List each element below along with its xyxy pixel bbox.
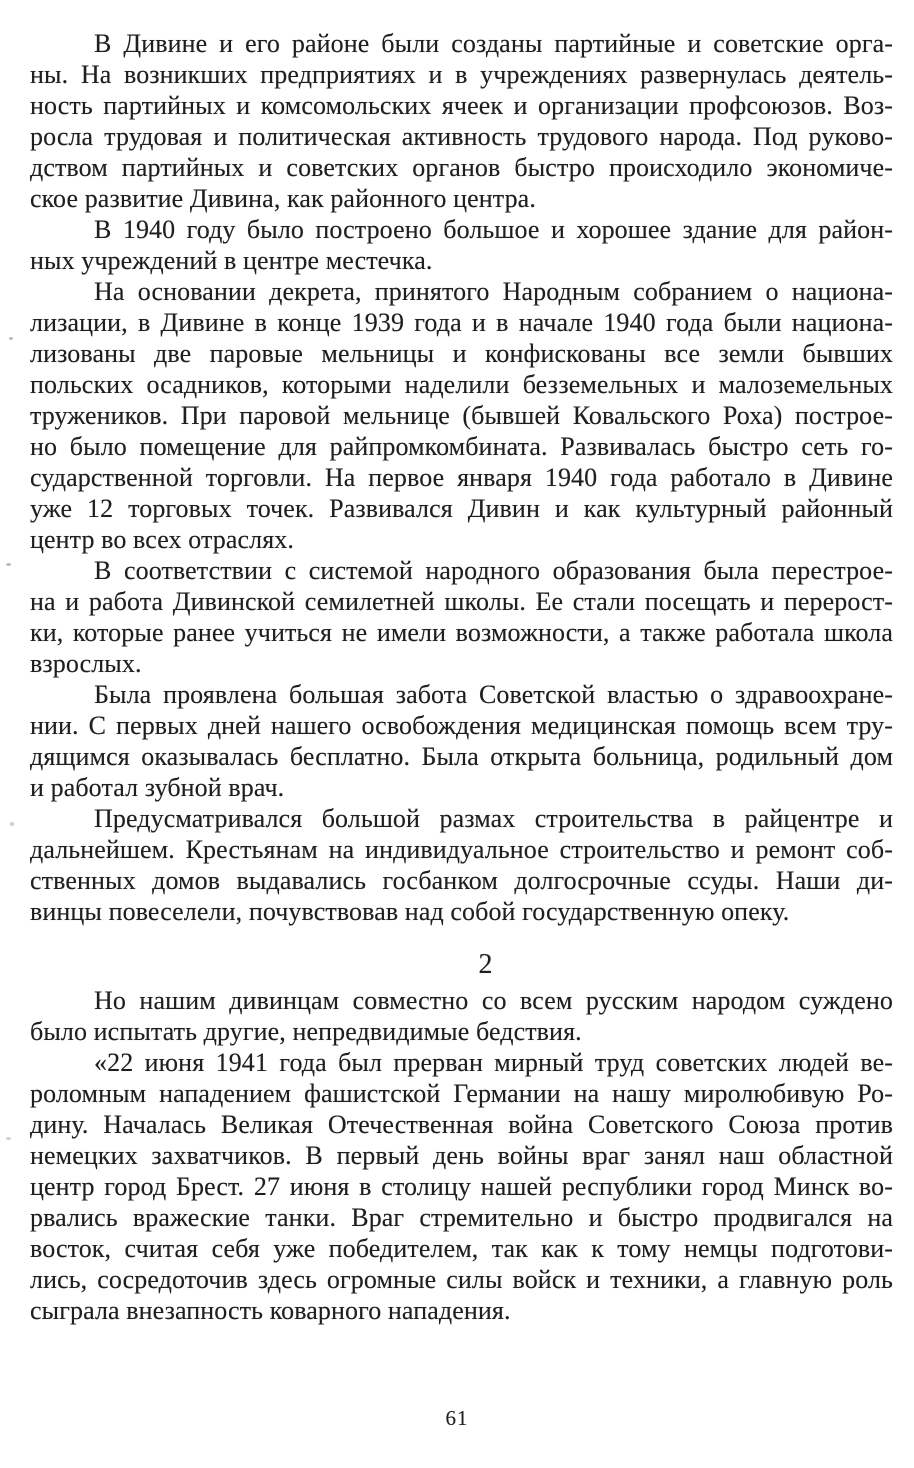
- text-line: В соответствии с системой народного образования была перестрое-: [94, 556, 893, 585]
- paragraph: [30, 803, 893, 927]
- text-line: дством партийных и советских органов быстро происходило экономиче-: [30, 153, 893, 182]
- text-line: сыграла внезапность коварного нападения.: [30, 1296, 511, 1325]
- section-heading: 2: [478, 949, 493, 980]
- page-number: 61: [445, 1406, 469, 1430]
- scan-speck: [10, 822, 14, 826]
- text-line: польских осадников, которыми наделили безземельных и малоземельных: [30, 370, 893, 399]
- text-line: лизации, в Дивине в конце 1939 года и в начале 1940 года были национа-: [30, 308, 893, 337]
- text-line: росла трудовая и политическая активность трудового народа. Под руково-: [30, 122, 893, 151]
- text-line: лись, сосредоточив здесь огромные силы войск и техники, а главную роль: [30, 1265, 893, 1294]
- text-line: нии. С первых дней нашего освобождения медицинская помощь всем тру-: [30, 711, 893, 740]
- text-line: «22 июня 1941 года был прерван мирный труд советских людей ве-: [94, 1048, 893, 1077]
- text-line: немецких захватчиков. В первый день войны враг занял наш областной: [30, 1141, 893, 1170]
- text-line: ны. На возникших предприятиях и в учреждениях развернулась деятель-: [30, 60, 893, 89]
- text-line: На основании декрета, принятого Народным собранием о национа-: [94, 277, 893, 306]
- paragraph: [30, 214, 893, 276]
- text-line: дящимся оказывалась бесплатно. Была открыта больница, родильный дом: [30, 742, 893, 771]
- text-line: лизованы две паровые мельницы и конфискованы все земли бывших: [30, 339, 893, 368]
- text-line: ственных домов выдавались госбанком долгосрочные ссуды. Наши ди-: [30, 866, 893, 895]
- text-line: но было помещение для райпромкомбината. Развивалась быстро сеть го-: [30, 432, 893, 461]
- text-line: дину. Началась Великая Отечественная война Советского Союза против: [30, 1110, 893, 1139]
- text-line: сударственной торговли. На первое января 1940 года работало в Дивине: [30, 463, 893, 492]
- scan-speck: [9, 337, 13, 340]
- text-line: В Дивине и его районе были созданы партийные и советские орга-: [94, 29, 893, 58]
- paragraph: [30, 276, 893, 555]
- text-line: В 1940 году было построено большое и хорошее здание для район-: [94, 215, 893, 244]
- paragraph: [30, 985, 893, 1326]
- text-line: винцы повеселели, почувствовав над собой государственную опеку.: [30, 897, 790, 926]
- text-column: [30, 28, 893, 1326]
- text-line: роломным нападением фашистской Германии на нашу миролюбивую Ро-: [30, 1079, 893, 1108]
- text-line: взрослых.: [30, 649, 142, 678]
- text-line: рвались вражеские танки. Враг стремительно и быстро продвигался на: [30, 1203, 893, 1232]
- text-line: Но нашим дивинцам совместно со всем русским народом суждено: [94, 986, 893, 1015]
- text-line: уже 12 торговых точек. Развивался Дивин и как культурный районный: [30, 494, 893, 523]
- paragraph: [30, 679, 893, 803]
- paragraph: [30, 555, 893, 679]
- text-line: и работал зубной врач.: [30, 773, 285, 802]
- text-line: на и работа Дивинской семилетней школы. Ее стали посещать и перерост-: [30, 587, 893, 616]
- text-line: восток, считая себя уже победителем, так как к тому немцы подготови-: [30, 1234, 893, 1263]
- scan-speck: [6, 1137, 11, 1140]
- text-line: ское развитие Дивина, как районного центра.: [30, 184, 536, 213]
- text-line: центр город Брест. 27 июня в столицу нашей республики город Минск во-: [30, 1172, 893, 1201]
- text-line: Была проявлена большая забота Советской властью о здравоохране-: [94, 680, 893, 709]
- text-line: дальнейшем. Крестьянам на индивидуальное строительство и ремонт соб-: [30, 835, 893, 864]
- text-line: тружеников. При паровой мельнице (бывшей Ковальского Роха) построе-: [30, 401, 893, 430]
- text-line: было испытать другие, непредвидимые бедствия.: [30, 1017, 582, 1046]
- paragraph: [30, 28, 893, 214]
- text-line: ки, которые ранее учиться не имели возможности, а также работала школа: [30, 618, 893, 647]
- text-line: Предусматривался большой размах строительства в райцентре и: [94, 804, 893, 833]
- text-line: ных учреждений в центре местечка.: [30, 246, 433, 275]
- text-line: центр во всех отраслях.: [30, 525, 294, 554]
- scan-speck: [6, 563, 11, 566]
- text-line: ность партийных и комсомольских ячеек и организации профсоюзов. Воз-: [30, 91, 893, 120]
